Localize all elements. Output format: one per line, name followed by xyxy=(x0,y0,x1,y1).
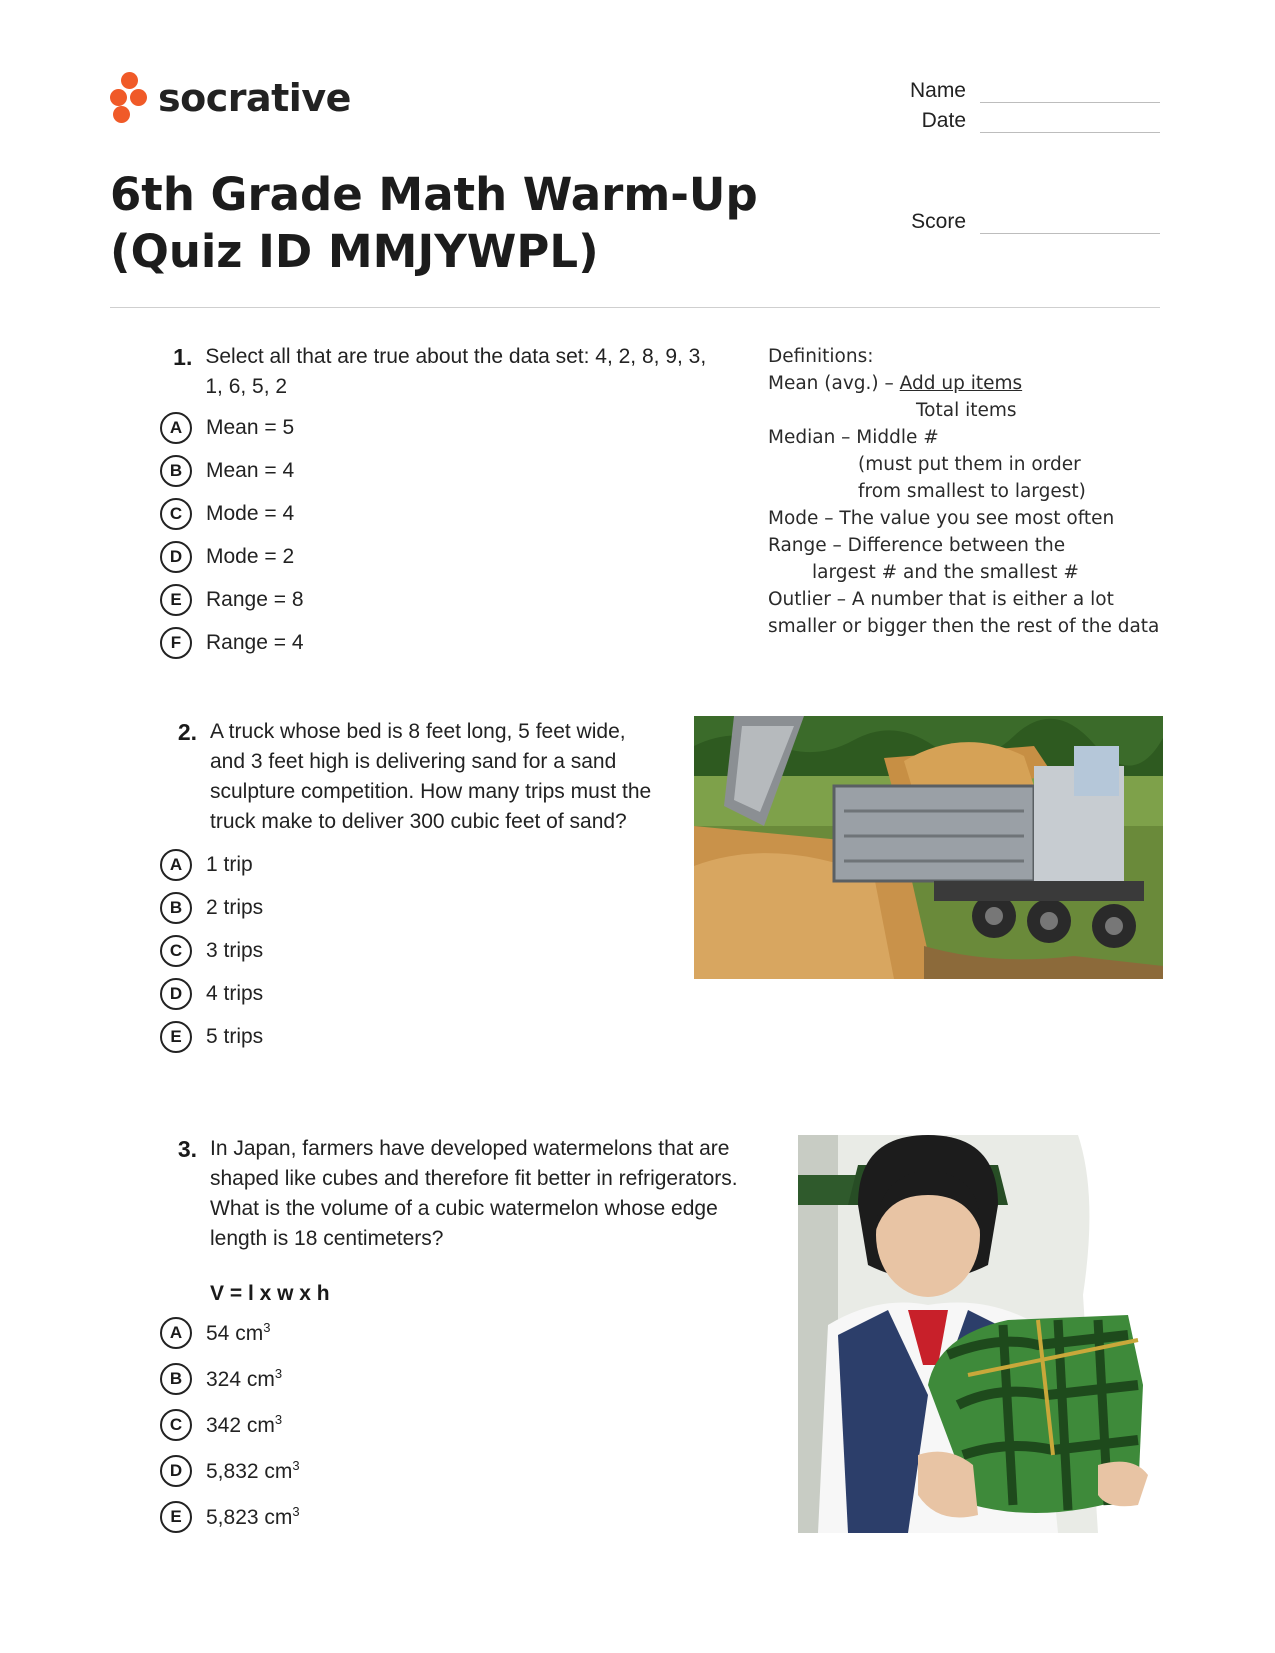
choice-bubble[interactable]: D xyxy=(160,541,192,573)
cube-watermelon-photo xyxy=(798,1135,1163,1533)
choice-d[interactable] xyxy=(160,1448,780,1494)
choice-d[interactable] xyxy=(160,535,720,578)
question-header xyxy=(160,342,720,402)
median-definition: Median – Middle # xyxy=(768,427,939,448)
range-definition-1: Range – Difference between the xyxy=(768,535,1066,556)
question-header xyxy=(160,717,660,837)
choice-c[interactable] xyxy=(160,929,660,972)
choice-bubble[interactable]: A xyxy=(160,849,192,881)
choice-f[interactable] xyxy=(160,621,720,664)
median-note-2: from smallest to largest) xyxy=(858,481,1086,502)
choice-a[interactable] xyxy=(160,843,660,886)
dump-truck-photo xyxy=(694,716,1163,979)
question-3 xyxy=(160,1134,780,1540)
choice-list xyxy=(160,406,720,664)
choice-a[interactable] xyxy=(160,406,720,449)
header-divider xyxy=(110,307,1160,308)
choice-text: 54 $cm^3$ xyxy=(206,1320,271,1345)
name-line[interactable] xyxy=(980,85,1160,103)
choice-text: 5,832 $cm^3$ xyxy=(206,1458,300,1483)
choice-c[interactable] xyxy=(160,492,720,535)
choice-text: 5 trips xyxy=(206,1024,264,1048)
choice-text: Mode = 4 xyxy=(206,501,295,525)
choice-bubble[interactable]: C xyxy=(160,935,192,967)
question-text: In Japan, farmers have developed watermelons that are shaped like cubes and therefore fit better in refrigerators. What is the volume of a cubic watermelon whose edge length is 18 centimeters? xyxy=(210,1137,738,1250)
choice-bubble[interactable]: E xyxy=(160,1021,192,1053)
choice-text: 3 trips xyxy=(206,938,264,962)
mode-definition: Mode – The value you see most often xyxy=(768,508,1115,529)
mean-denominator: Total items xyxy=(916,400,1017,421)
question-2 xyxy=(160,717,660,1058)
score-line[interactable] xyxy=(980,216,1160,234)
choice-bubble[interactable]: D xyxy=(160,1455,192,1487)
choice-text: 1 trip xyxy=(206,852,253,876)
choice-text: 2 trips xyxy=(206,895,264,919)
choice-text: 324 $cm^3$ xyxy=(206,1366,283,1391)
score-field[interactable] xyxy=(900,210,1160,234)
choice-text: 5,823 $cm^3$ xyxy=(206,1504,300,1529)
median-note-1: (must put them in order xyxy=(858,454,1081,475)
choice-text: Range = 8 xyxy=(206,587,304,611)
choice-e[interactable] xyxy=(160,1494,780,1540)
choice-e[interactable] xyxy=(160,578,720,621)
cube-watermelon-illustration xyxy=(798,1135,1163,1533)
outlier-definition-1: Outlier – A number that is either a lot xyxy=(768,589,1114,610)
range-definition-2: largest # and the smallest # xyxy=(812,562,1079,583)
choice-b[interactable] xyxy=(160,886,660,929)
mean-numerator: Add up items xyxy=(899,373,1023,394)
dump-truck-illustration xyxy=(694,716,1163,979)
date-line[interactable] xyxy=(980,115,1160,133)
question-1 xyxy=(160,342,720,664)
mean-label: Mean (avg.) – xyxy=(768,373,900,394)
date-label: Date xyxy=(921,109,966,132)
volume-formula: V = l x w x h xyxy=(210,1282,330,1305)
choice-bubble[interactable]: C xyxy=(160,498,192,530)
question-number: 1. xyxy=(173,344,193,370)
question-number: 3. xyxy=(177,1136,197,1162)
page-title: 6th Grade Math Warm-Up (Quiz ID MMJYWPL) xyxy=(110,168,758,278)
choice-e[interactable] xyxy=(160,1015,660,1058)
mean-definition xyxy=(768,370,1168,397)
choice-list xyxy=(160,1310,780,1540)
choice-bubble[interactable]: E xyxy=(160,1501,192,1533)
choice-bubble[interactable]: A xyxy=(160,412,192,444)
choice-text: Range = 4 xyxy=(206,630,304,654)
choice-b[interactable] xyxy=(160,449,720,492)
choice-text: Mean = 4 xyxy=(206,458,295,482)
choice-list xyxy=(160,843,660,1058)
outlier-definition-2: smaller or bigger then the rest of the data xyxy=(768,616,1160,637)
choice-bubble[interactable]: A xyxy=(160,1317,192,1349)
choice-bubble[interactable]: B xyxy=(160,892,192,924)
choice-bubble[interactable]: D xyxy=(160,978,192,1010)
choice-bubble[interactable]: F xyxy=(160,627,192,659)
question-number: 2. xyxy=(177,719,197,745)
question-header xyxy=(160,1134,780,1254)
choice-text: Mean = 5 xyxy=(206,415,295,439)
choice-text: Mode = 2 xyxy=(206,544,295,568)
question-text: Select all that are true about the data set: 4, 2, 8, 9, 3, 1, 6, 5, 2 xyxy=(205,345,707,398)
definitions-box xyxy=(768,343,1168,640)
choice-text: 4 trips xyxy=(206,981,264,1005)
choice-b[interactable] xyxy=(160,1356,780,1402)
score-label: Score xyxy=(911,210,966,233)
date-field[interactable] xyxy=(900,109,1160,133)
socrative-logo xyxy=(110,72,351,124)
choice-bubble[interactable]: B xyxy=(160,1363,192,1395)
question-text: A truck whose bed is 8 feet long, 5 feet wide, and 3 feet high is delivering sand for a sand sculpture competition. How many trips must the truck make to deliver 300 cubic feet of sand? xyxy=(210,720,652,833)
choice-d[interactable] xyxy=(160,972,660,1015)
hexagon-dots-icon xyxy=(110,72,150,124)
choice-text: 342 $cm^3$ xyxy=(206,1412,283,1437)
choice-c[interactable] xyxy=(160,1402,780,1448)
name-label: Name xyxy=(909,79,966,102)
logo-text: socrative xyxy=(158,76,351,120)
name-field[interactable] xyxy=(900,79,1160,103)
choice-bubble[interactable]: E xyxy=(160,584,192,616)
choice-a[interactable] xyxy=(160,1310,780,1356)
definitions-heading: Definitions: xyxy=(768,346,874,367)
choice-bubble[interactable]: B xyxy=(160,455,192,487)
choice-bubble[interactable]: C xyxy=(160,1409,192,1441)
